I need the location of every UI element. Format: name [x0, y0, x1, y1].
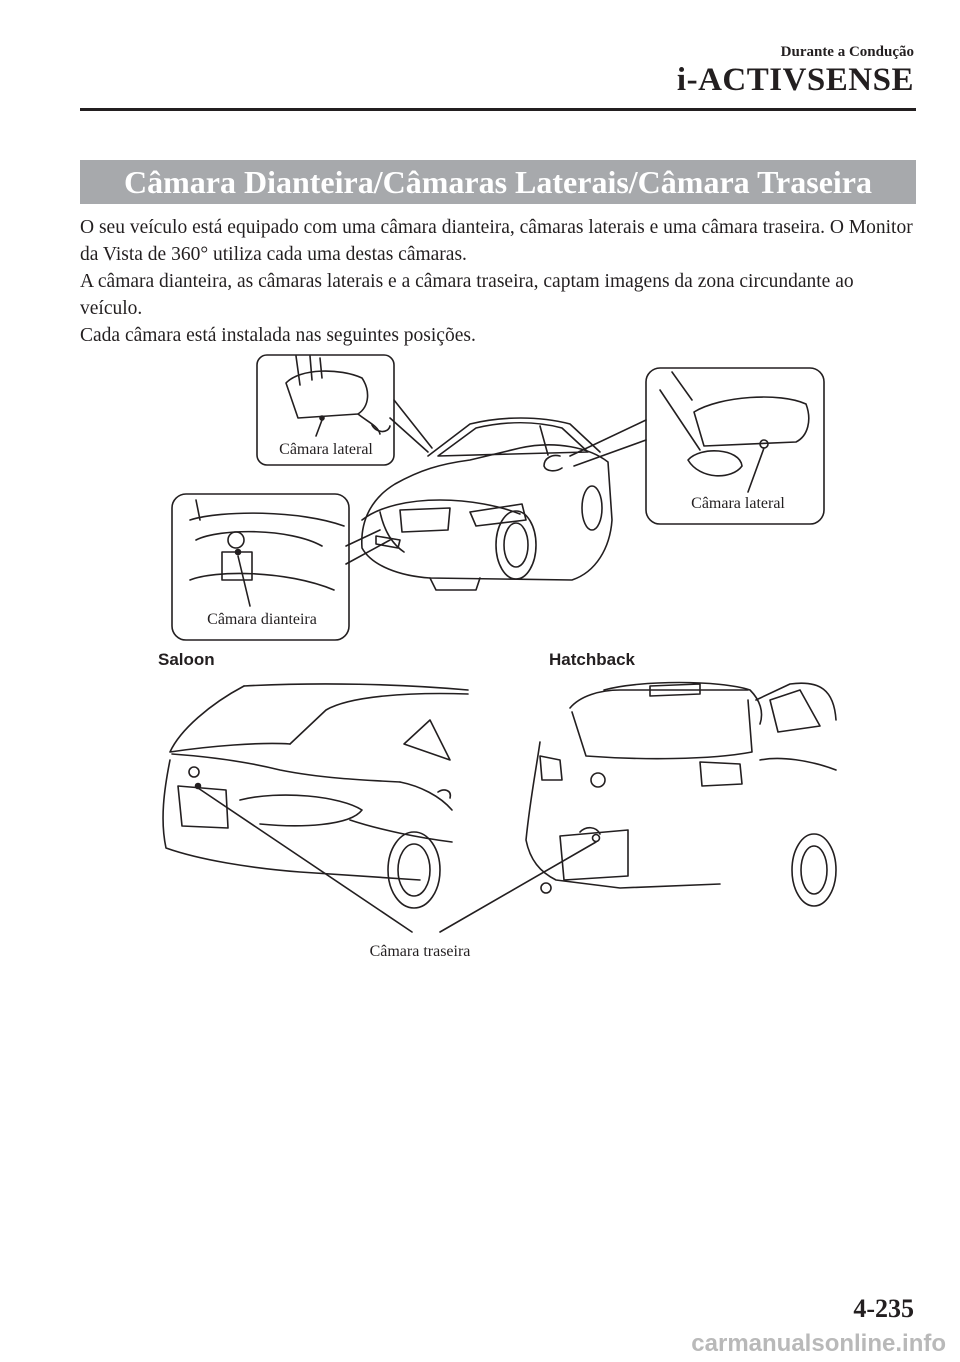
- paragraph-positions: Cada câmara está instalada nas seguintes posições.: [80, 325, 476, 346]
- page-title: Câmara Dianteira/Câmaras Laterais/Câmara Traseira: [80, 160, 916, 204]
- car-rear-hatchback: [526, 683, 836, 907]
- section-title: i-ACTIVSENSE: [676, 62, 914, 98]
- rear-camera-leaders: [198, 788, 596, 932]
- front-camera-label: Câmara dianteira: [207, 611, 317, 628]
- watermark: carmanualsonline.info: [691, 1330, 946, 1357]
- hatchback-label: Hatchback: [549, 650, 635, 669]
- rear-camera-label: Câmara traseira: [369, 943, 471, 960]
- car-front-view: [362, 418, 612, 590]
- chapter-title: Durante a Condução: [780, 44, 914, 60]
- paragraph-intro: O seu veículo está equipado com uma câmara dianteira, câmaras laterais e uma câmara traseira. O Monitor da Vista de 360° utiliza cada uma destas câmaras.: [80, 217, 913, 265]
- paragraph-capture: A câmara dianteira, as câmaras laterais e a câmara traseira, captam imagens da zona circundante ao veículo.: [80, 271, 854, 319]
- page-number: 4-235: [853, 1294, 914, 1323]
- side-camera-left-label: Câmara lateral: [279, 441, 373, 458]
- saloon-label: Saloon: [158, 650, 215, 669]
- side-camera-right-label: Câmara lateral: [691, 495, 785, 512]
